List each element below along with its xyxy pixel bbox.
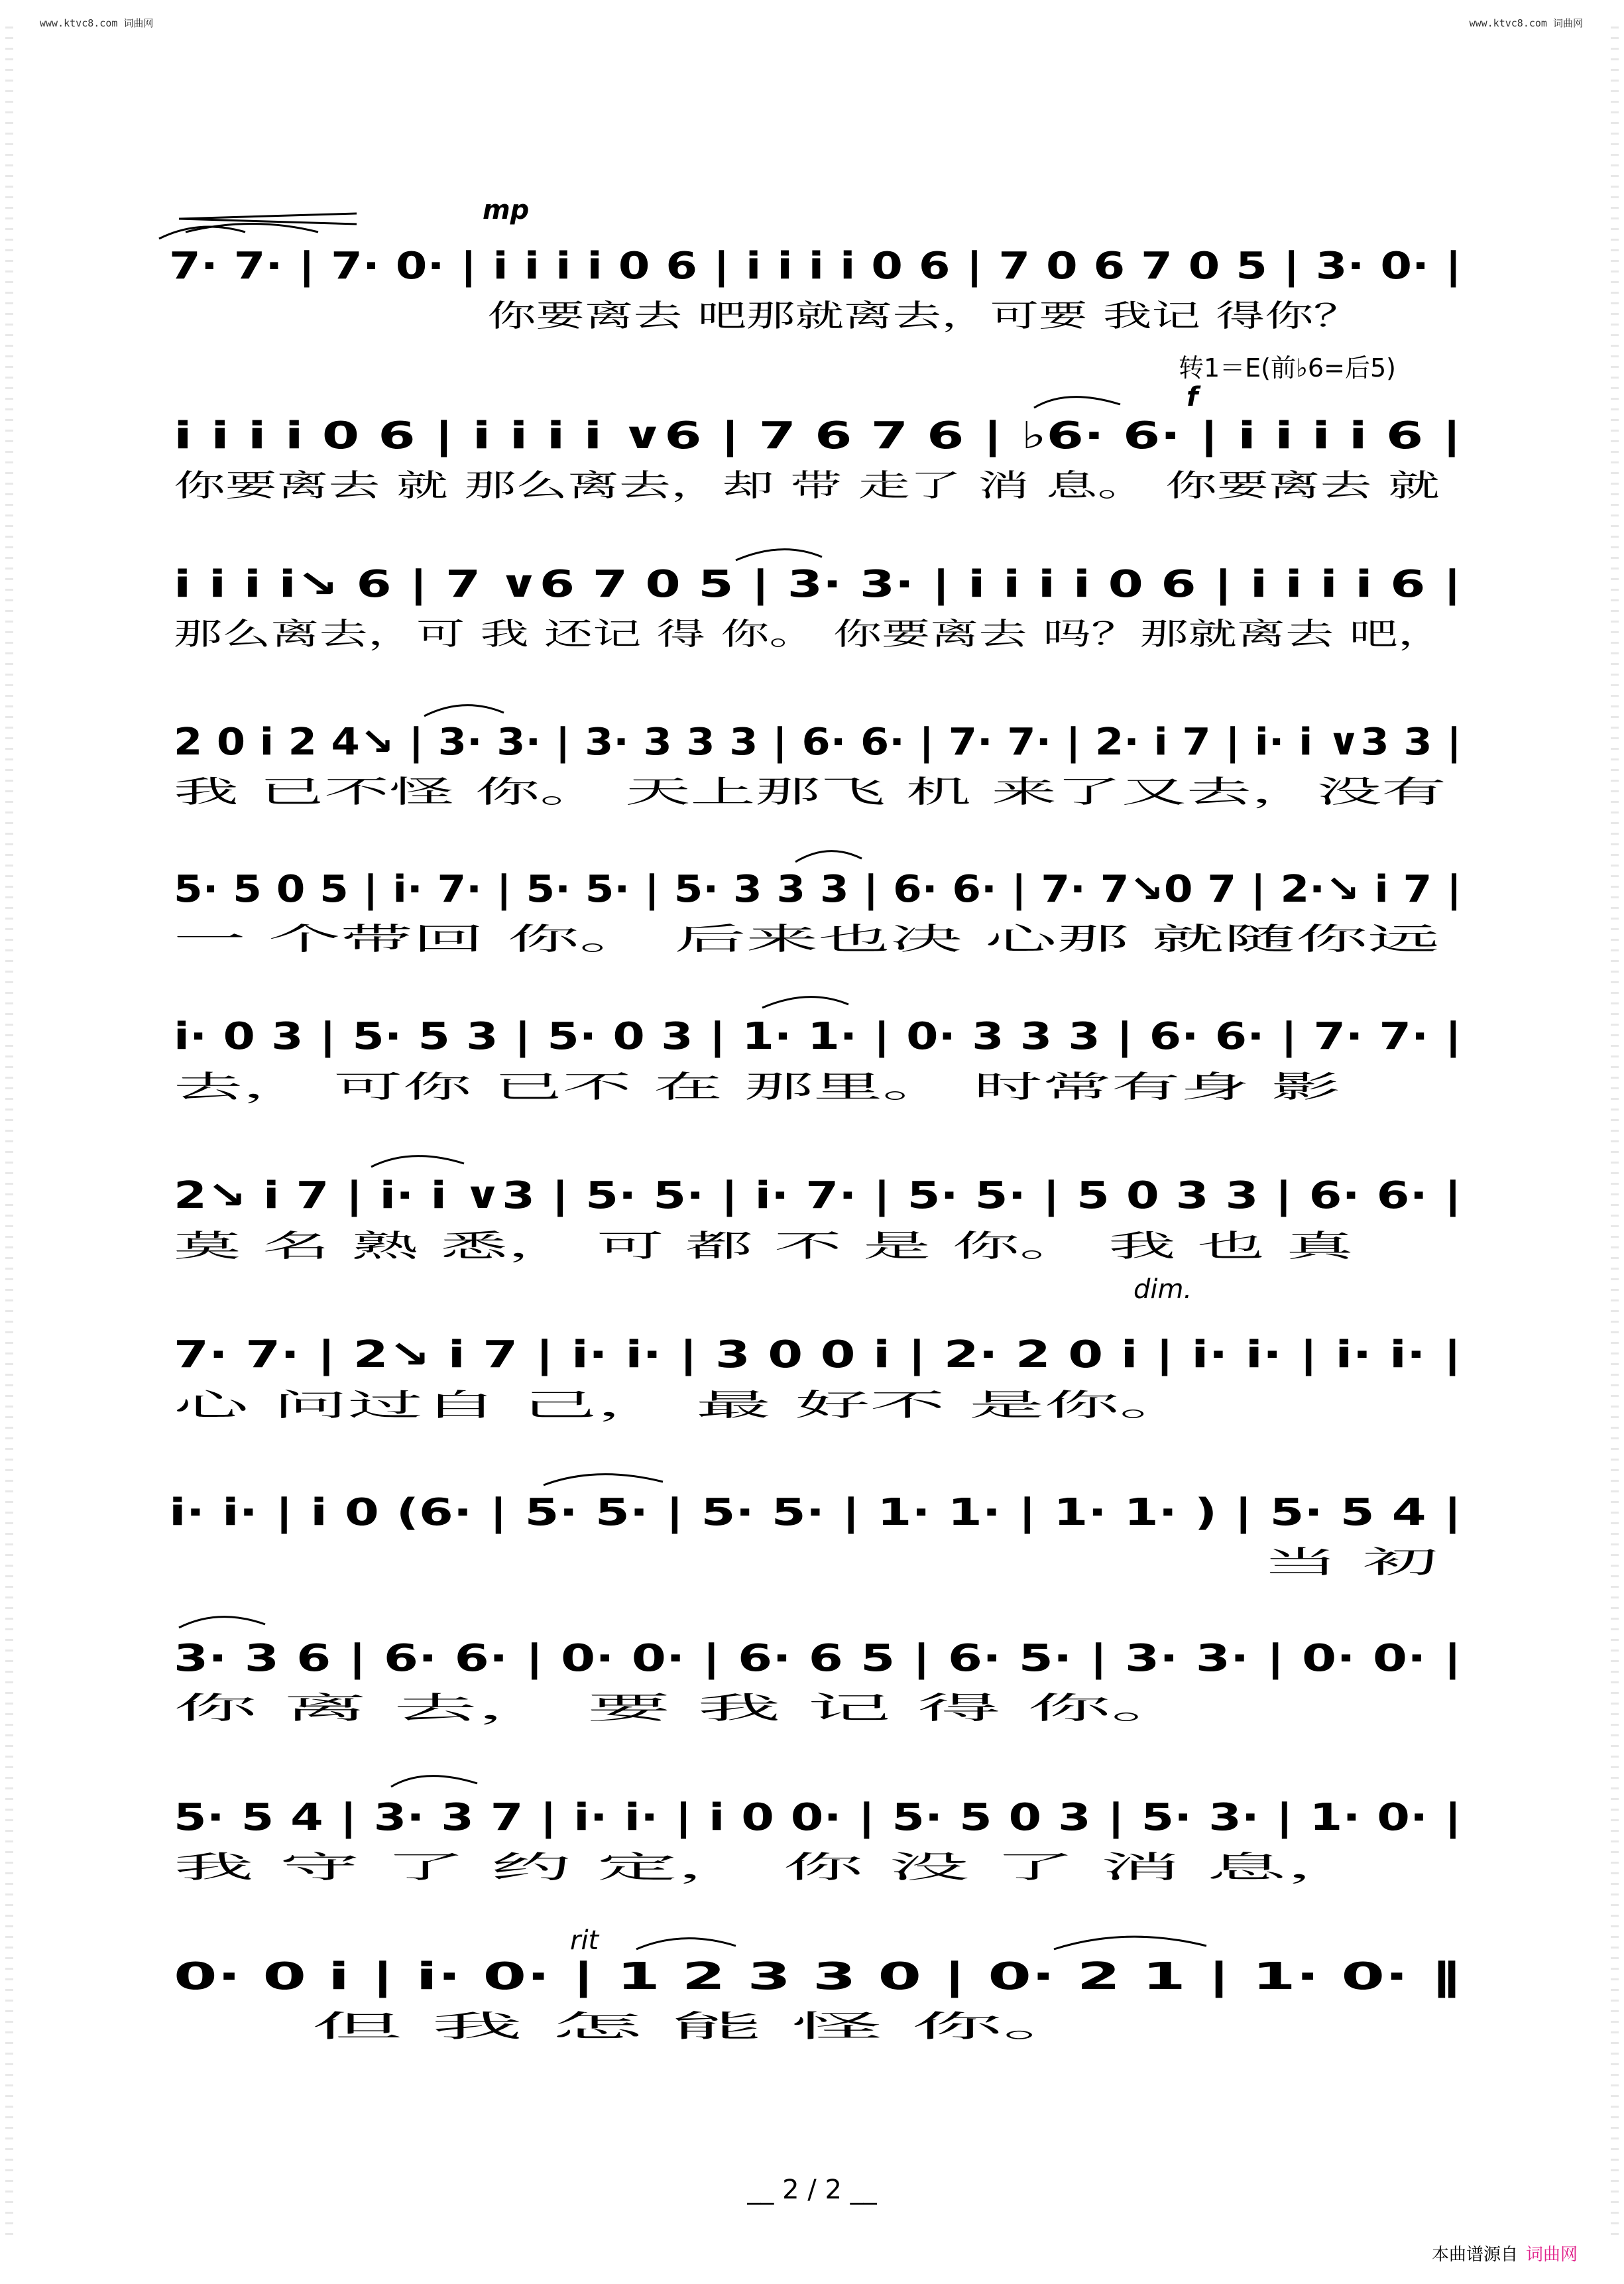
system-8-lyrics: 心 问过自 己， 最 好不 是你。 bbox=[174, 1387, 1195, 1423]
footer-source-label: 本曲谱源自 bbox=[1431, 2245, 1518, 2265]
key-change-label: 转1＝E(前♭6=后5) bbox=[1179, 353, 1396, 383]
system-7 bbox=[174, 1174, 1462, 1264]
system-11-notes: 5· 5 4 | 3· 3 7 | i· i· | i 0 0· | 5· 5 0 3 | 5· 3· | 1· 0· | bbox=[174, 1796, 1462, 1839]
system-6-lyrics: 去， 可你 已不 在 那里。 时常有身 影 bbox=[174, 1069, 1340, 1105]
system-4-notes: 2 0 i 2 4↘ | 3· 3· | 3· 3 3 3 | 6· 6· | 7· 7· | 2· i 7 | i· i ∨3 3 | bbox=[174, 721, 1462, 764]
header-site-left: www.ktvc8.com 词曲网 bbox=[40, 17, 154, 29]
system-10-lyrics: 你 离 去， 要 我 记 得 你。 bbox=[174, 1690, 1194, 1726]
system-1 bbox=[169, 245, 1462, 333]
system-9-notes: i· i· | i 0 (6· | 5· 5· | 5· 5· | 1· 1· | 1· 1· ) | 5· 5 4 | bbox=[169, 1491, 1462, 1534]
crescendo-hairpin bbox=[179, 213, 357, 224]
system-1-lyrics: 你要离去 吧那就离去，可要 我记 得你？ bbox=[487, 298, 1362, 333]
system-6 bbox=[174, 1015, 1462, 1105]
system-5 bbox=[174, 868, 1462, 957]
system-3-notes: i i i i↘ 6 | 7 ∨6 7 0 5 | 3· 3· | i i i i 0 6 | i i i i 6 | bbox=[174, 563, 1462, 606]
mark-dim: dim. bbox=[1133, 1274, 1192, 1305]
system-2-notes: i i i i 0 6 | i i i i ∨6 | 7 6 7 6 | ♭6· 6· | i i i i 6 | bbox=[174, 414, 1462, 457]
system-7-lyrics: 莫 名 熟 悉， 可 都 不 是 你。 我 也 真 bbox=[174, 1228, 1357, 1264]
system-6-notes: i· 0 3 | 5· 5 3 | 5· 0 3 | 1· 1· | 0· 3 3 3 | 6· 6· | 7· 7· | bbox=[174, 1015, 1462, 1058]
system-12 bbox=[174, 1955, 1462, 2044]
system-1-notes: 7· 7· | 7· 0· | i i i i 0 6 | i i i i 0 6 | 7 0 6 7 0 5 | 3· 0· | bbox=[169, 245, 1462, 288]
system-12-lyrics: 但 我 怎 能 怪 你。 bbox=[312, 2008, 1094, 2044]
system-9-lyrics: 当 初 bbox=[1263, 1544, 1438, 1580]
system-11 bbox=[174, 1796, 1462, 1885]
page-number: __ 2 / 2 __ bbox=[747, 2175, 877, 2205]
system-2-lyrics: 你要离去 就 那么离去，却 带 走了 消 息。 你要离去 就 bbox=[174, 467, 1440, 503]
mark-f: f bbox=[1187, 382, 1198, 412]
footer-source bbox=[1432, 2241, 1578, 2265]
system-8-notes: 7· 7· | 2↘ i 7 | i· i· | 3 0 0 i | 2· 2 0 i | i· i· | i· i· | bbox=[174, 1333, 1462, 1376]
system-5-lyrics: 一 个带回 你。 后来也决 心那 就随你远 bbox=[174, 921, 1440, 957]
mark-rit: rit bbox=[570, 1925, 599, 1956]
system-3-lyrics: 那么离去，可 我 还记 得 你。 你要离去 吗？那就离去 吧， bbox=[174, 616, 1446, 652]
footer-brand-link[interactable]: 词曲网 bbox=[1525, 2245, 1578, 2265]
system-8 bbox=[174, 1333, 1462, 1423]
system-12-notes: 0· 0 i | i· 0· | 1 2 3 3 0 | 0· 2 1 | 1· 0· ‖ bbox=[174, 1955, 1462, 1998]
system-7-notes: 2↘ i 7 | i· i ∨3 | 5· 5· | i· 7· | 5· 5· | 5 0 3 3 | 6· 6· | bbox=[174, 1174, 1462, 1217]
system-5-notes: 5· 5 0 5 | i· 7· | 5· 5· | 5· 3 3 3 | 6· 6· | 7· 7↘0 7 | 2·↘ i 7 | bbox=[174, 868, 1462, 911]
system-3 bbox=[174, 563, 1462, 652]
system-10 bbox=[174, 1637, 1462, 1726]
mark-mp: mp bbox=[483, 195, 530, 225]
system-11-lyrics: 我 守 了 约 定， 你 没 了 消 息， bbox=[174, 1849, 1367, 1885]
header-site-right: www.ktvc8.com 词曲网 bbox=[1469, 17, 1583, 29]
system-2 bbox=[174, 414, 1462, 503]
system-4-lyrics: 我 已不怪 你。 天上那飞 机 来了又去，没有 bbox=[174, 774, 1446, 810]
system-4 bbox=[174, 721, 1462, 810]
system-10-notes: 3· 3 6 | 6· 6· | 0· 0· | 6· 6 5 | 6· 5· | 3· 3· | 0· 0· | bbox=[174, 1637, 1462, 1680]
system-9 bbox=[169, 1491, 1462, 1580]
